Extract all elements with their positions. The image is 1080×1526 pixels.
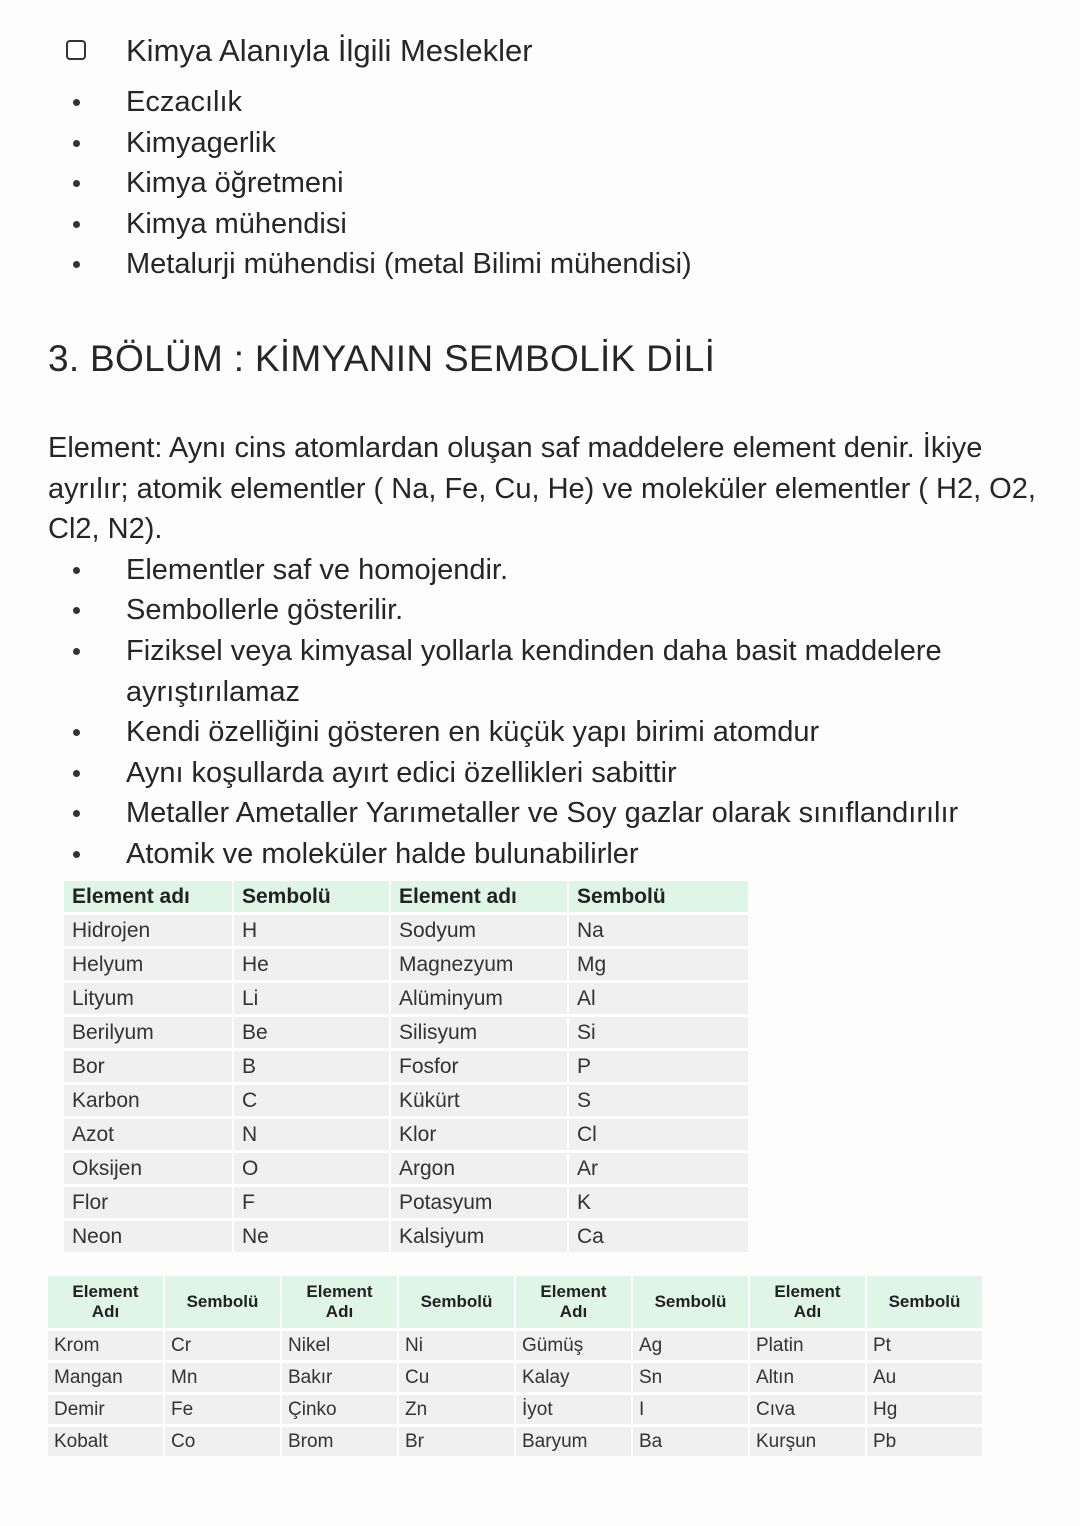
table-cell: Al xyxy=(569,983,748,1014)
column-header: Sembolü xyxy=(234,881,389,912)
section-title: 3. BÖLÜM : KİMYANIN SEMBOLİK DİLİ xyxy=(48,338,716,379)
table-cell: Flor xyxy=(64,1187,232,1218)
table-cell: Cl xyxy=(569,1119,748,1150)
table-cell: Na xyxy=(569,915,748,946)
list-item: Kendi özelliğini gösteren en küçük yapı birimi atomdur xyxy=(0,712,1038,753)
table-cell: H xyxy=(234,915,389,946)
table-cell: Li xyxy=(234,983,389,1014)
list-item: Elementler saf ve homojendir. xyxy=(0,550,1038,591)
careers-list xyxy=(0,82,1080,285)
table-cell: Fosfor xyxy=(391,1051,567,1082)
table-cell: Mn xyxy=(165,1363,280,1392)
table-cell: Be xyxy=(234,1017,389,1048)
column-header: Element adı xyxy=(391,881,567,912)
table-header-row xyxy=(64,881,748,912)
table-cell: Nikel xyxy=(282,1331,397,1360)
table-cell: Demir xyxy=(48,1395,163,1424)
table-cell: Ar xyxy=(569,1153,748,1184)
table-row xyxy=(48,1331,982,1360)
table-cell: Neon xyxy=(64,1221,232,1252)
table-cell: Sn xyxy=(633,1363,748,1392)
table-cell: Pb xyxy=(867,1427,982,1456)
table-cell: Bor xyxy=(64,1051,232,1082)
table-row xyxy=(64,1153,748,1184)
element-symbol-table-1 xyxy=(62,878,750,1255)
table-row xyxy=(64,1051,748,1082)
table-cell: Alüminyum xyxy=(391,983,567,1014)
column-header: Sembolü xyxy=(165,1276,280,1328)
column-header: Element Adı xyxy=(750,1276,865,1328)
table-cell: Berilyum xyxy=(64,1017,232,1048)
careers-heading xyxy=(0,28,1080,74)
element-section xyxy=(48,428,1038,875)
table-cell: Ca xyxy=(569,1221,748,1252)
table-cell: Au xyxy=(867,1363,982,1392)
element-definition: Element: Aynı cins atomlardan oluşan saf maddelere element denir. İkiye ayrılır; atomik elementler ( Na, Fe, Cu, He) ve moleküler elementler ( H2, O2, Cl2, N2). xyxy=(48,432,1036,546)
table-row xyxy=(64,1221,748,1252)
table-cell: Pt xyxy=(867,1331,982,1360)
table-row xyxy=(48,1427,982,1456)
table-cell: O xyxy=(234,1153,389,1184)
table-row xyxy=(64,983,748,1014)
checkbox-icon[interactable] xyxy=(66,40,86,60)
list-item: Kimyagerlik xyxy=(0,123,1080,164)
table-cell: Altın xyxy=(750,1363,865,1392)
column-header: Element Adı xyxy=(48,1276,163,1328)
table-cell: Klor xyxy=(391,1119,567,1150)
table-cell: Silisyum xyxy=(391,1017,567,1048)
table-cell: Cr xyxy=(165,1331,280,1360)
table-row xyxy=(48,1395,982,1424)
table-cell: Kurşun xyxy=(750,1427,865,1456)
column-header: Element Adı xyxy=(282,1276,397,1328)
careers-title-text: Kimya Alanıyla İlgili Meslekler xyxy=(126,33,533,68)
list-item: Metaller Ametaller Yarımetaller ve Soy gazlar olarak sınıflandırılır xyxy=(0,793,1038,834)
table-cell: Zn xyxy=(399,1395,514,1424)
element-symbol-table-2 xyxy=(46,1273,984,1459)
table-row xyxy=(64,949,748,980)
table-cell: B xyxy=(234,1051,389,1082)
table-cell: Karbon xyxy=(64,1085,232,1116)
element-points-list xyxy=(0,550,1038,875)
table-cell: Ba xyxy=(633,1427,748,1456)
table-cell: Sodyum xyxy=(391,915,567,946)
table-cell: He xyxy=(234,949,389,980)
table-row xyxy=(64,1017,748,1048)
list-item: Atomik ve moleküler halde bulunabilirler xyxy=(0,834,1038,875)
list-item: Metalurji mühendisi (metal Bilimi mühendisi) xyxy=(0,244,1080,285)
table-cell: Mg xyxy=(569,949,748,980)
column-header: Sembolü xyxy=(867,1276,982,1328)
table-cell: Fe xyxy=(165,1395,280,1424)
table-row xyxy=(64,1085,748,1116)
table-row xyxy=(64,915,748,946)
table-cell: Co xyxy=(165,1427,280,1456)
table-cell: Ag xyxy=(633,1331,748,1360)
table-cell: Kalay xyxy=(516,1363,631,1392)
table-row xyxy=(48,1363,982,1392)
table-cell: I xyxy=(633,1395,748,1424)
table-cell: Azot xyxy=(64,1119,232,1150)
table-cell: Gümüş xyxy=(516,1331,631,1360)
table-cell: Krom xyxy=(48,1331,163,1360)
table-cell: K xyxy=(569,1187,748,1218)
table-cell: Kalsiyum xyxy=(391,1221,567,1252)
table-cell: Cıva xyxy=(750,1395,865,1424)
list-item: Kimya mühendisi xyxy=(0,204,1080,245)
table-cell: Potasyum xyxy=(391,1187,567,1218)
table-cell: Kükürt xyxy=(391,1085,567,1116)
table-cell: S xyxy=(569,1085,748,1116)
table-cell: C xyxy=(234,1085,389,1116)
table-cell: F xyxy=(234,1187,389,1218)
table-cell: Ni xyxy=(399,1331,514,1360)
table-cell: Çinko xyxy=(282,1395,397,1424)
column-header: Element Adı xyxy=(516,1276,631,1328)
list-item: Fiziksel veya kimyasal yollarla kendinden daha basit maddelere ayrıştırılamaz xyxy=(0,631,1038,712)
column-header: Element adı xyxy=(64,881,232,912)
table-cell: Si xyxy=(569,1017,748,1048)
list-item: Aynı koşullarda ayırt edici özellikleri sabittir xyxy=(0,753,1038,794)
table-cell: Ne xyxy=(234,1221,389,1252)
table-cell: Argon xyxy=(391,1153,567,1184)
list-item: Eczacılık xyxy=(0,82,1080,123)
table-cell: Magnezyum xyxy=(391,949,567,980)
table-cell: Baryum xyxy=(516,1427,631,1456)
table-cell: Mangan xyxy=(48,1363,163,1392)
table-cell: Brom xyxy=(282,1427,397,1456)
table-cell: Oksijen xyxy=(64,1153,232,1184)
table-cell: İyot xyxy=(516,1395,631,1424)
table-cell: Helyum xyxy=(64,949,232,980)
table-header-row xyxy=(48,1276,982,1328)
column-header: Sembolü xyxy=(399,1276,514,1328)
table-cell: N xyxy=(234,1119,389,1150)
table-cell: Bakır xyxy=(282,1363,397,1392)
column-header: Sembolü xyxy=(569,881,748,912)
table-row xyxy=(64,1119,748,1150)
table-row xyxy=(64,1187,748,1218)
table-cell: Cu xyxy=(399,1363,514,1392)
table-cell: P xyxy=(569,1051,748,1082)
list-item: Kimya öğretmeni xyxy=(0,163,1080,204)
table-cell: Hidrojen xyxy=(64,915,232,946)
careers-section xyxy=(0,28,1080,285)
column-header: Sembolü xyxy=(633,1276,748,1328)
table-cell: Platin xyxy=(750,1331,865,1360)
table-cell: Hg xyxy=(867,1395,982,1424)
table-cell: Lityum xyxy=(64,983,232,1014)
list-item: Sembollerle gösterilir. xyxy=(0,590,1038,631)
table-cell: Br xyxy=(399,1427,514,1456)
table-cell: Kobalt xyxy=(48,1427,163,1456)
